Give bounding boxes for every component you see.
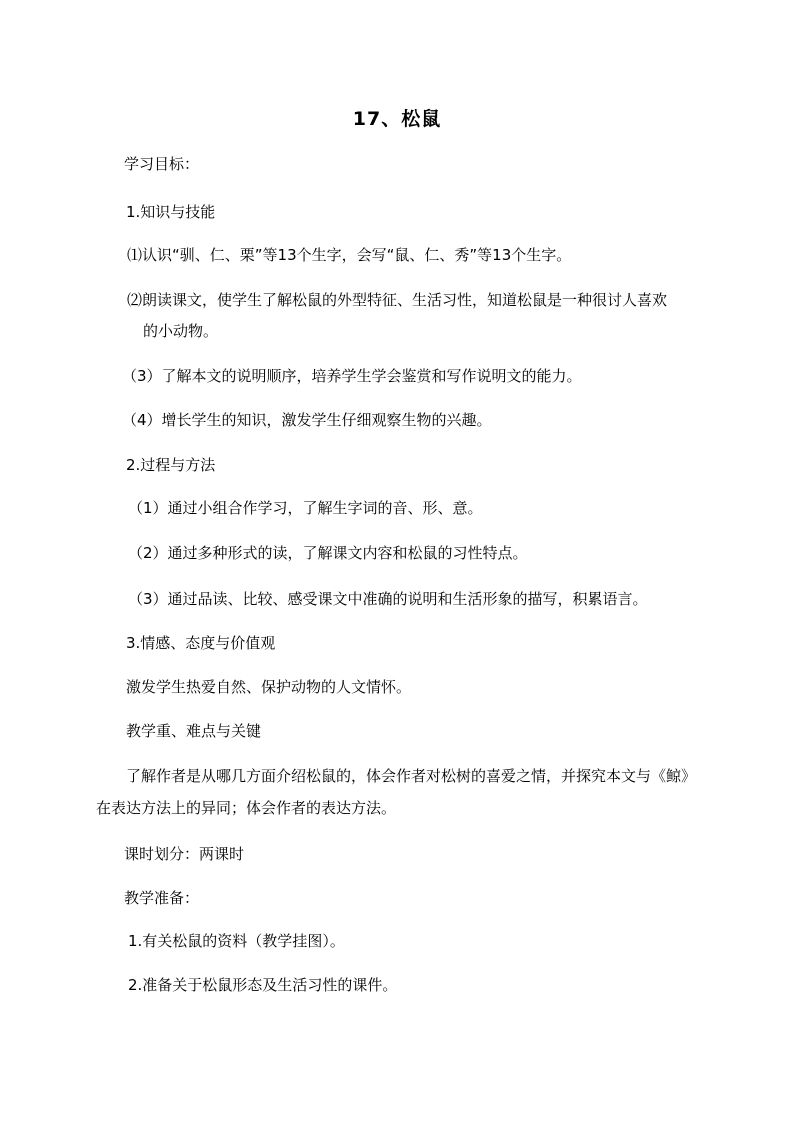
key-points-line2: 在表达方法上的异同；体会作者的表达方法。 bbox=[96, 799, 397, 817]
key-points-line1: 了解作者是从哪几方面介绍松鼠的，体会作者对松树的喜爱之情，并探究本文与《鲸》 bbox=[126, 767, 697, 785]
preparation-heading: 教学准备： bbox=[124, 889, 200, 907]
objective-item-1-1: ⑴认识“驯、仁、栗”等13个生字，会写“鼠、仁、秀”等13个生字。 bbox=[127, 246, 572, 264]
preparation-item-2: 2.准备关于松鼠形态及生活习性的课件。 bbox=[128, 976, 398, 994]
class-hours: 课时划分：两课时 bbox=[124, 845, 245, 863]
objective-item-3-1: 激发学生热爱自然、保护动物的人文情怀。 bbox=[126, 678, 412, 696]
preparation-item-1: 1.有关松鼠的资料（教学挂图）。 bbox=[128, 932, 345, 950]
objective-item-1-2-line1: ⑵朗读课文，使学生了解松鼠的外型特征、生活习性，知道松鼠是一种很讨人喜欢 bbox=[127, 291, 668, 309]
page-title: 17、松鼠 bbox=[352, 108, 442, 130]
objective-item-1-3: （3）了解本文的说明顺序，培养学生学会鉴赏和写作说明文的能力。 bbox=[122, 367, 582, 385]
key-points-heading: 教学重、难点与关键 bbox=[126, 722, 262, 740]
objectives-heading: 学习目标： bbox=[124, 155, 200, 173]
objective-item-1-4: （4）增长学生的知识，激发学生仔细观察生物的兴趣。 bbox=[122, 411, 492, 429]
section1-heading: 1.知识与技能 bbox=[126, 203, 216, 221]
section2-heading: 2.过程与方法 bbox=[126, 456, 216, 474]
objective-item-2-2: （2）通过多种形式的读，了解课文内容和松鼠的习性特点。 bbox=[128, 544, 528, 562]
section3-heading: 3.情感、态度与价值观 bbox=[126, 634, 276, 652]
objective-item-1-2-line2: 的小动物。 bbox=[143, 322, 219, 340]
objective-item-2-1: （1）通过小组合作学习，了解生字词的音、形、意。 bbox=[128, 499, 483, 517]
objective-item-2-3: （3）通过品读、比较、感受课文中准确的说明和生活形象的描写，积累语言。 bbox=[128, 590, 648, 608]
